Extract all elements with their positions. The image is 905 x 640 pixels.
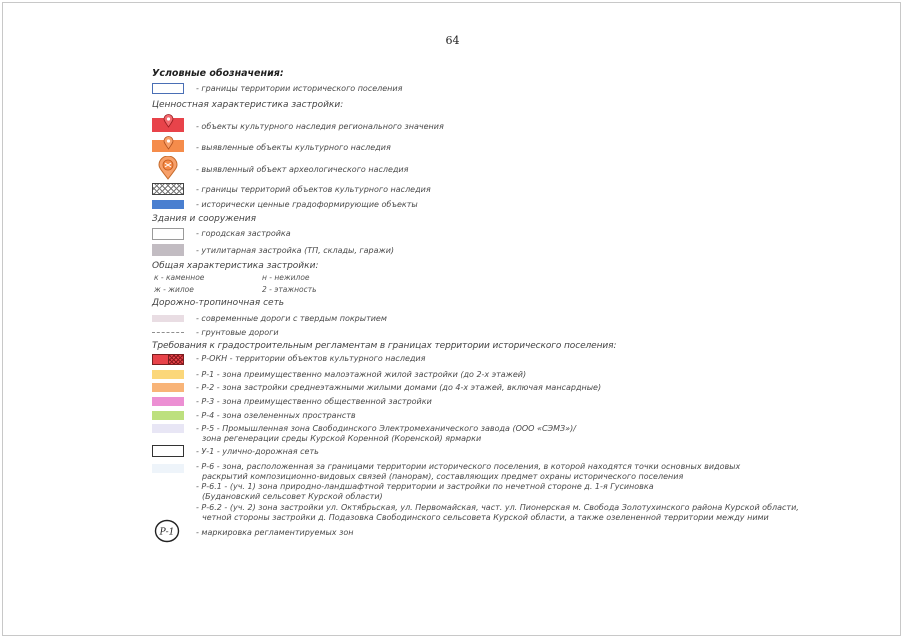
marker-label: - маркировка регламентируемых зон: [196, 528, 354, 537]
section-buildings-heading: Здания и сооружения: [152, 214, 257, 224]
paved-roads-label: - современные дороги с твердым покрытием: [196, 314, 387, 323]
pin-icon: [163, 136, 174, 150]
legend-title: Условные обозначения:: [152, 68, 284, 79]
r1-swatch: [152, 370, 184, 379]
archaeology-pin-icon: [157, 156, 179, 180]
okn-territory-label: - границы территорий объектов культурного наследия: [196, 185, 431, 194]
section-value-heading: Ценностная характеристика застройки:: [152, 100, 344, 110]
r4-label: - Р-4 - зона озелененных пространств: [196, 411, 356, 420]
dirt-roads-swatch: [152, 332, 184, 333]
abbr-zh: ж - жилое: [154, 285, 194, 294]
u1-swatch: [152, 445, 184, 457]
r-okn-swatch: [152, 354, 184, 365]
r61-label-line1: - Р-6.1 - (уч. 1) зона природно-ландшафтной территории и застройки по нечетной стороне д. 1-я Гусиновка: [196, 482, 654, 491]
paved-roads-swatch: [152, 315, 184, 322]
r62-label-line2: четной стороны застройки д. Подазовка Свободинского сельсовета Курской области, а также озелененной территории между ними: [202, 513, 769, 522]
archaeology-label: - выявленный объект археологического наследия: [196, 165, 409, 174]
r5-label-line1: - Р-5 - Промышленная зона Свободинского Электромеханического завода (ООО «СЭМЗ»)/: [196, 424, 576, 433]
page-frame: [2, 2, 901, 636]
okn-regional-label: - объекты культурного наследия регионального значения: [196, 122, 444, 131]
r3-swatch: [152, 397, 184, 406]
boundary-swatch: [152, 83, 184, 94]
r62-label-line1: - Р-6.2 - (уч. 2) зона застройки ул. Октябрьская, ул. Первомайская, част. ул. Пионерская м. Свобода Золотухинского района Курской области,: [196, 503, 799, 512]
r5-label-line2: зона регенерации среды Курской Коренной (Коренской) ярмарки: [202, 434, 482, 443]
pin-icon: [163, 114, 174, 128]
r6-label-line1: - Р-6 - зона, расположенная за границами территории исторического поселения, в которой находятся точки основных видовых: [196, 462, 741, 471]
r2-swatch: [152, 383, 184, 392]
boundary-label: - границы территории исторического поселения: [196, 84, 403, 93]
r61-label-line2: (Будановский сельсовет Курской области): [202, 492, 383, 501]
u1-label: - У-1 - улично-дорожная сеть: [196, 447, 319, 456]
r3-label: - Р-3 - зона преимущественно общественной застройки: [196, 397, 432, 406]
r1-label: - Р-1 - зона преимущественно малоэтажной жилой застройки (до 2-х этажей): [196, 370, 527, 379]
r4-swatch: [152, 411, 184, 420]
section-requirements-heading: Требования к градостроительным регламентам в границах территории исторического поселения:: [152, 341, 617, 351]
abbr-n: н - нежилое: [262, 273, 310, 282]
okn-territory-swatch: [152, 183, 184, 195]
utility-buildings-swatch: [152, 244, 184, 256]
okn-identified-label: - выявленные объекты культурного наследия: [196, 143, 391, 152]
city-buildings-swatch: [152, 228, 184, 240]
dirt-roads-label: - грунтовые дороги: [196, 328, 279, 337]
utility-buildings-label: - утилитарная застройка (ТП, склады, гаражи): [196, 246, 395, 255]
abbr-k: к - каменное: [154, 273, 205, 282]
zone-marker-icon: [154, 519, 180, 543]
historic-valuable-label: - исторически ценные градоформирующие объекты: [196, 200, 418, 209]
r-okn-label: - Р-ОКН - территории объектов культурного наследия: [196, 354, 426, 363]
page-number: 64: [445, 34, 460, 47]
r6-label-line2: раскрытий композиционно-видовых связей (панорам), составляющих предмет охраны исторического поселения: [202, 472, 684, 481]
r2-label: - Р-2 - зона застройки среднеэтажными жилыми домами (до 4-х этажей, включая мансардные): [196, 383, 602, 392]
zone-marker-text: Р-1: [159, 527, 175, 538]
section-general-heading: Общая характеристика застройки:: [152, 261, 319, 271]
abbr-2: 2 - этажность: [262, 285, 317, 294]
city-buildings-label: - городская застройка: [196, 229, 291, 238]
r5-swatch: [152, 424, 184, 433]
section-roads-heading: Дорожно-тропиночная сеть: [152, 298, 285, 308]
historic-valuable-swatch: [152, 200, 184, 209]
r6-swatch: [152, 464, 184, 473]
